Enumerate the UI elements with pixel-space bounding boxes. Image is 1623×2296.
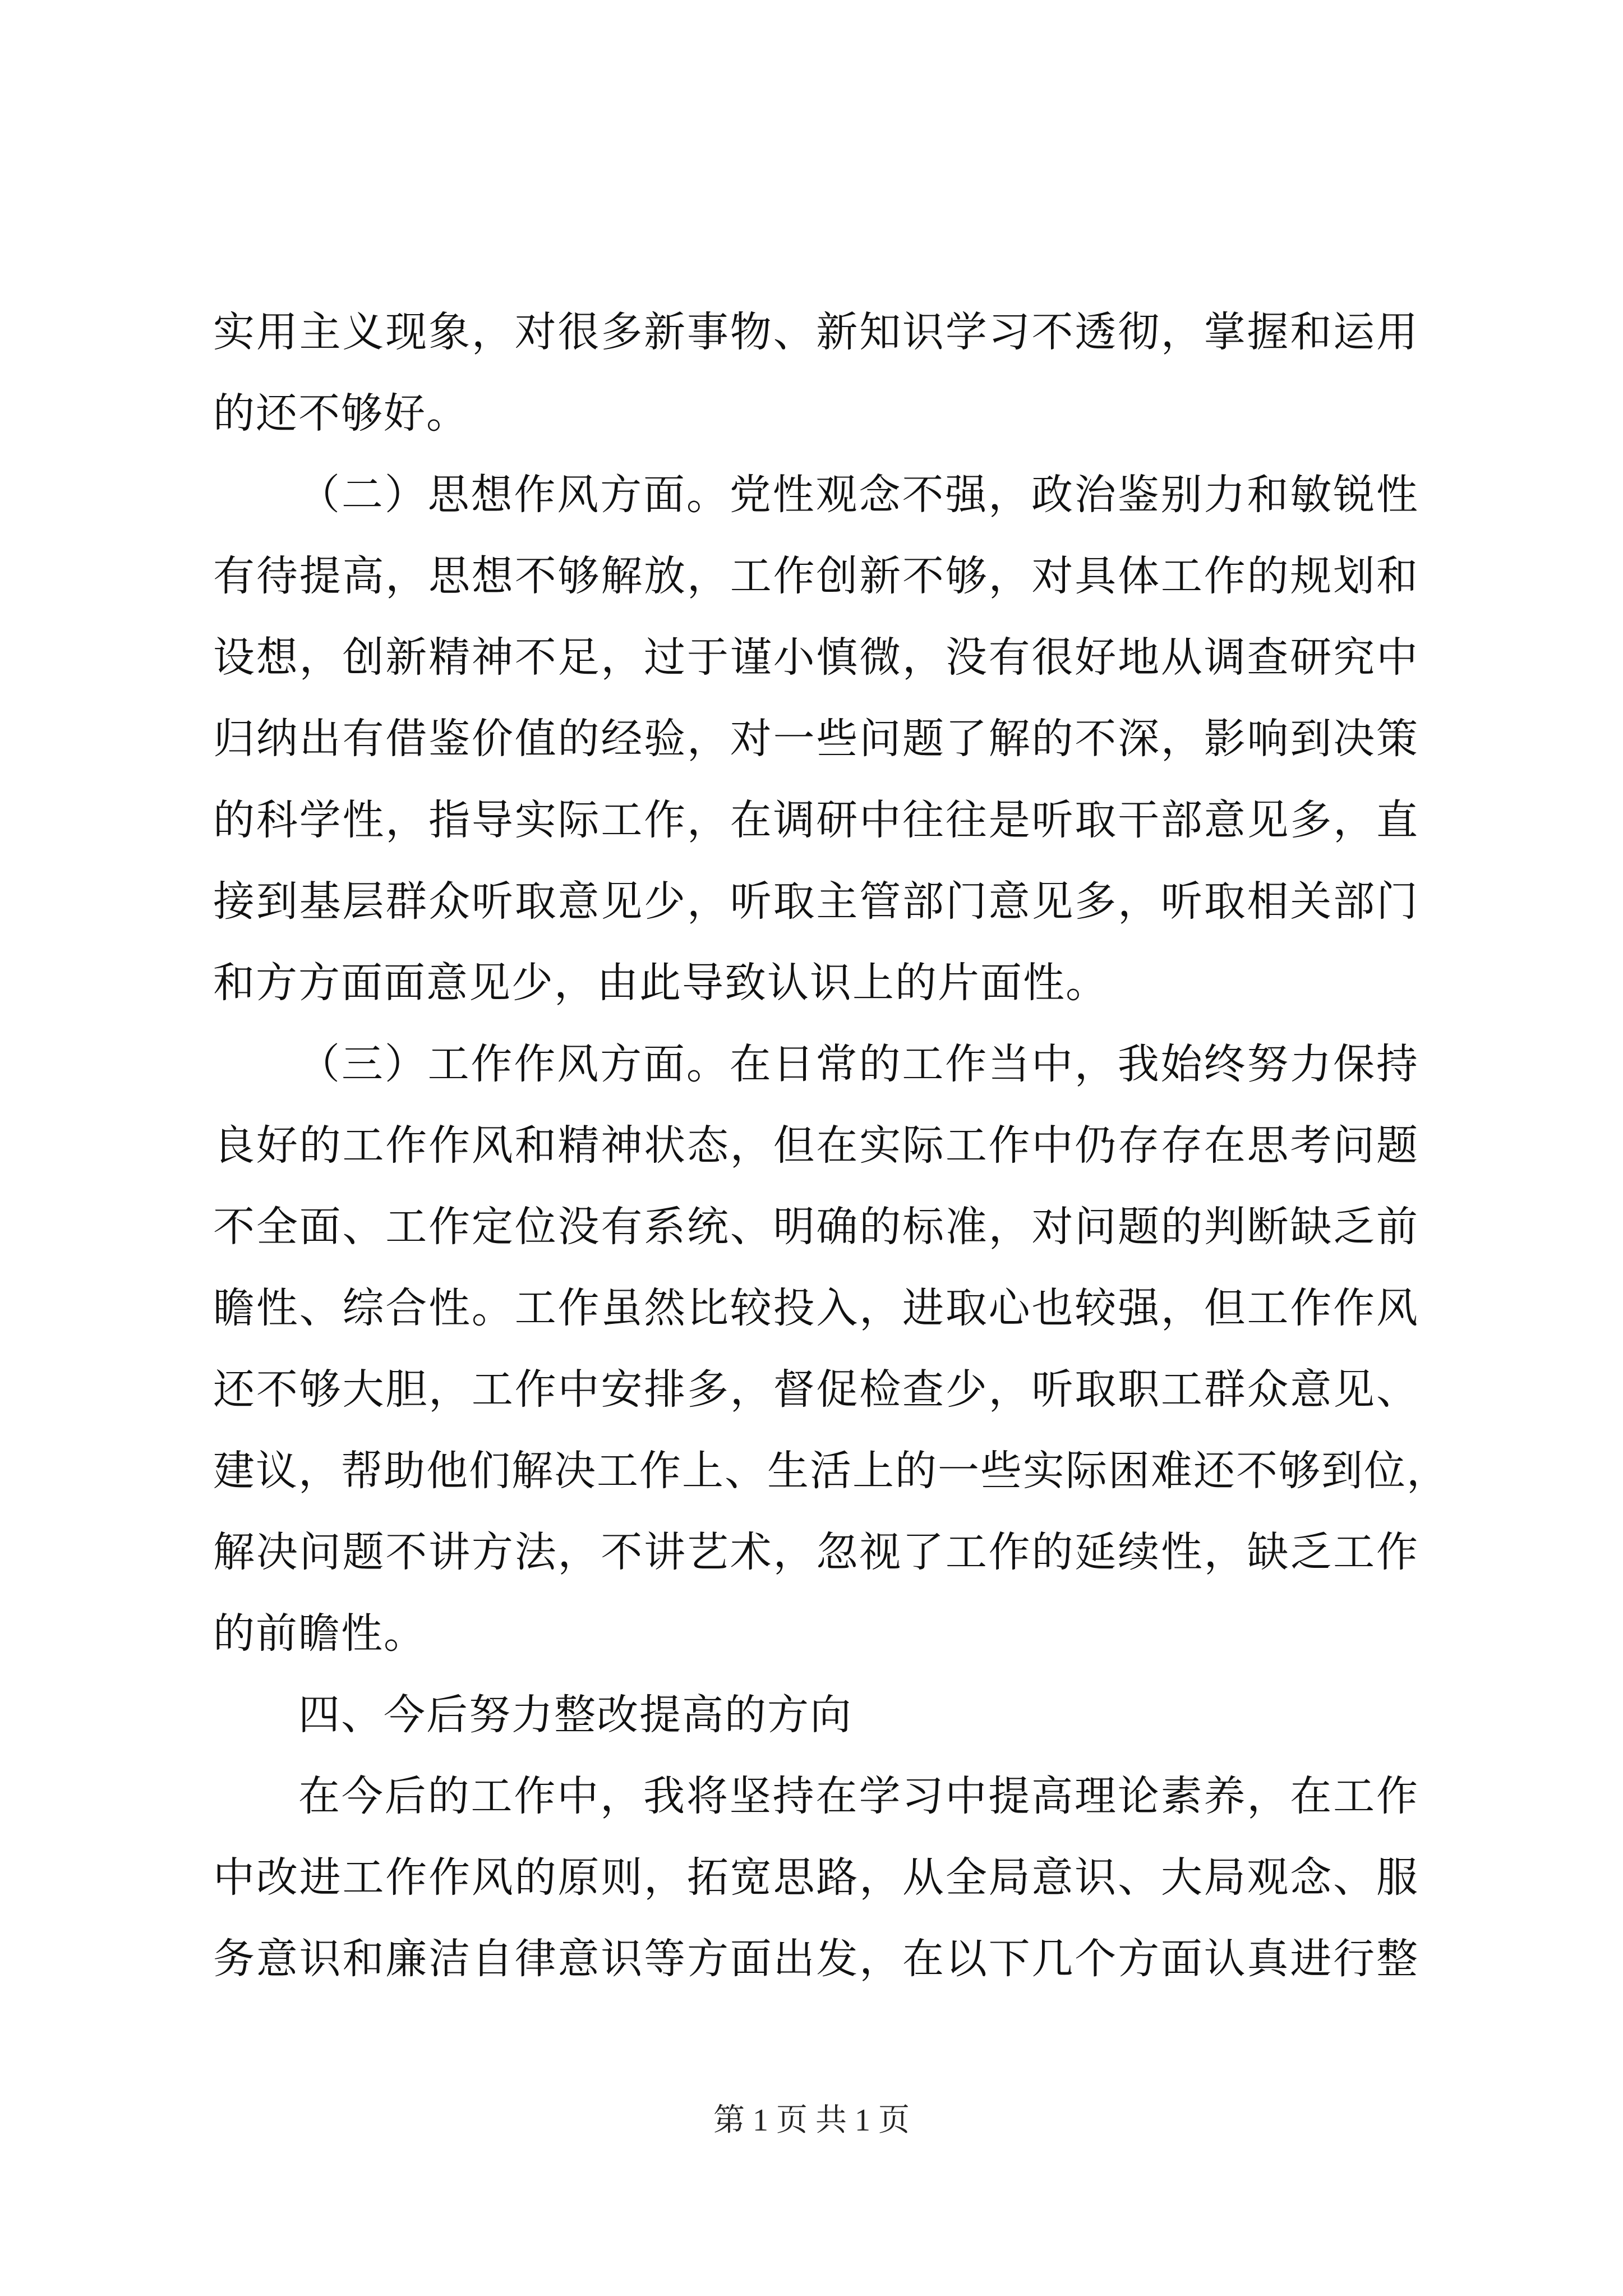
text-line: 四、今后努力整改提高的方向 <box>298 1691 852 1739</box>
text-line: 实用主义现象，对很多新事物、新知识学习不透彻，掌握和运用 <box>213 308 1419 356</box>
text-line: 建议，帮助他们解决工作上、生活上的一些实际困难还不够到位， <box>213 1447 1449 1495</box>
text-line: 的科学性，指导实际工作，在调研中往往是听取干部意见多，直 <box>213 796 1419 844</box>
text-line: （二）思想作风方面。党性观念不强，政治鉴别力和敏锐性 <box>298 471 1419 519</box>
text-line: 还不够大胆，工作中安排多，督促检查少，听取职工群众意见、 <box>213 1365 1419 1414</box>
text-line: 良好的工作作风和精神状态，但在实际工作中仍存存在思考问题 <box>213 1121 1419 1170</box>
text-line: 务意识和廉洁自律意识等方面出发，在以下几个方面认真进行整 <box>213 1935 1419 1983</box>
text-line: 在今后的工作中，我将坚持在学习中提高理论素养，在工作 <box>298 1772 1419 1820</box>
page-footer: 第 1 页 共 1 页 <box>713 2103 910 2138</box>
text-line: 接到基层群众听取意见少，听取主管部门意见多，听取相关部门 <box>213 877 1419 926</box>
text-line: 不全面、工作定位没有系统、明确的标准，对问题的判断缺乏前 <box>213 1203 1419 1251</box>
text-line: 和方方面面意见少，由此导致认识上的片面性。 <box>213 959 1108 1007</box>
text-line: 解决问题不讲方法，不讲艺术，忽视了工作的延续性，缺乏工作 <box>213 1528 1419 1576</box>
text-line: 的前瞻性。 <box>213 1609 426 1658</box>
text-line: 瞻性、综合性。工作虽然比较投入，进取心也较强，但工作作风 <box>213 1284 1419 1332</box>
text-line: 的还不够好。 <box>213 389 469 438</box>
text-line: （三）工作作风方面。在日常的工作当中，我始终努力保持 <box>298 1040 1419 1088</box>
text-line: 归纳出有借鉴价值的经验，对一些问题了解的不深，影响到决策 <box>213 715 1419 763</box>
text-line: 有待提高，思想不够解放，工作创新不够，对具体工作的规划和 <box>213 552 1419 600</box>
text-line: 设想，创新精神不足，过于谨小慎微，没有很好地从调查研究中 <box>213 633 1419 682</box>
document-body <box>213 292 1449 2000</box>
text-line: 中改进工作作风的原则，拓宽思路，从全局意识、大局观念、服 <box>213 1853 1419 1902</box>
